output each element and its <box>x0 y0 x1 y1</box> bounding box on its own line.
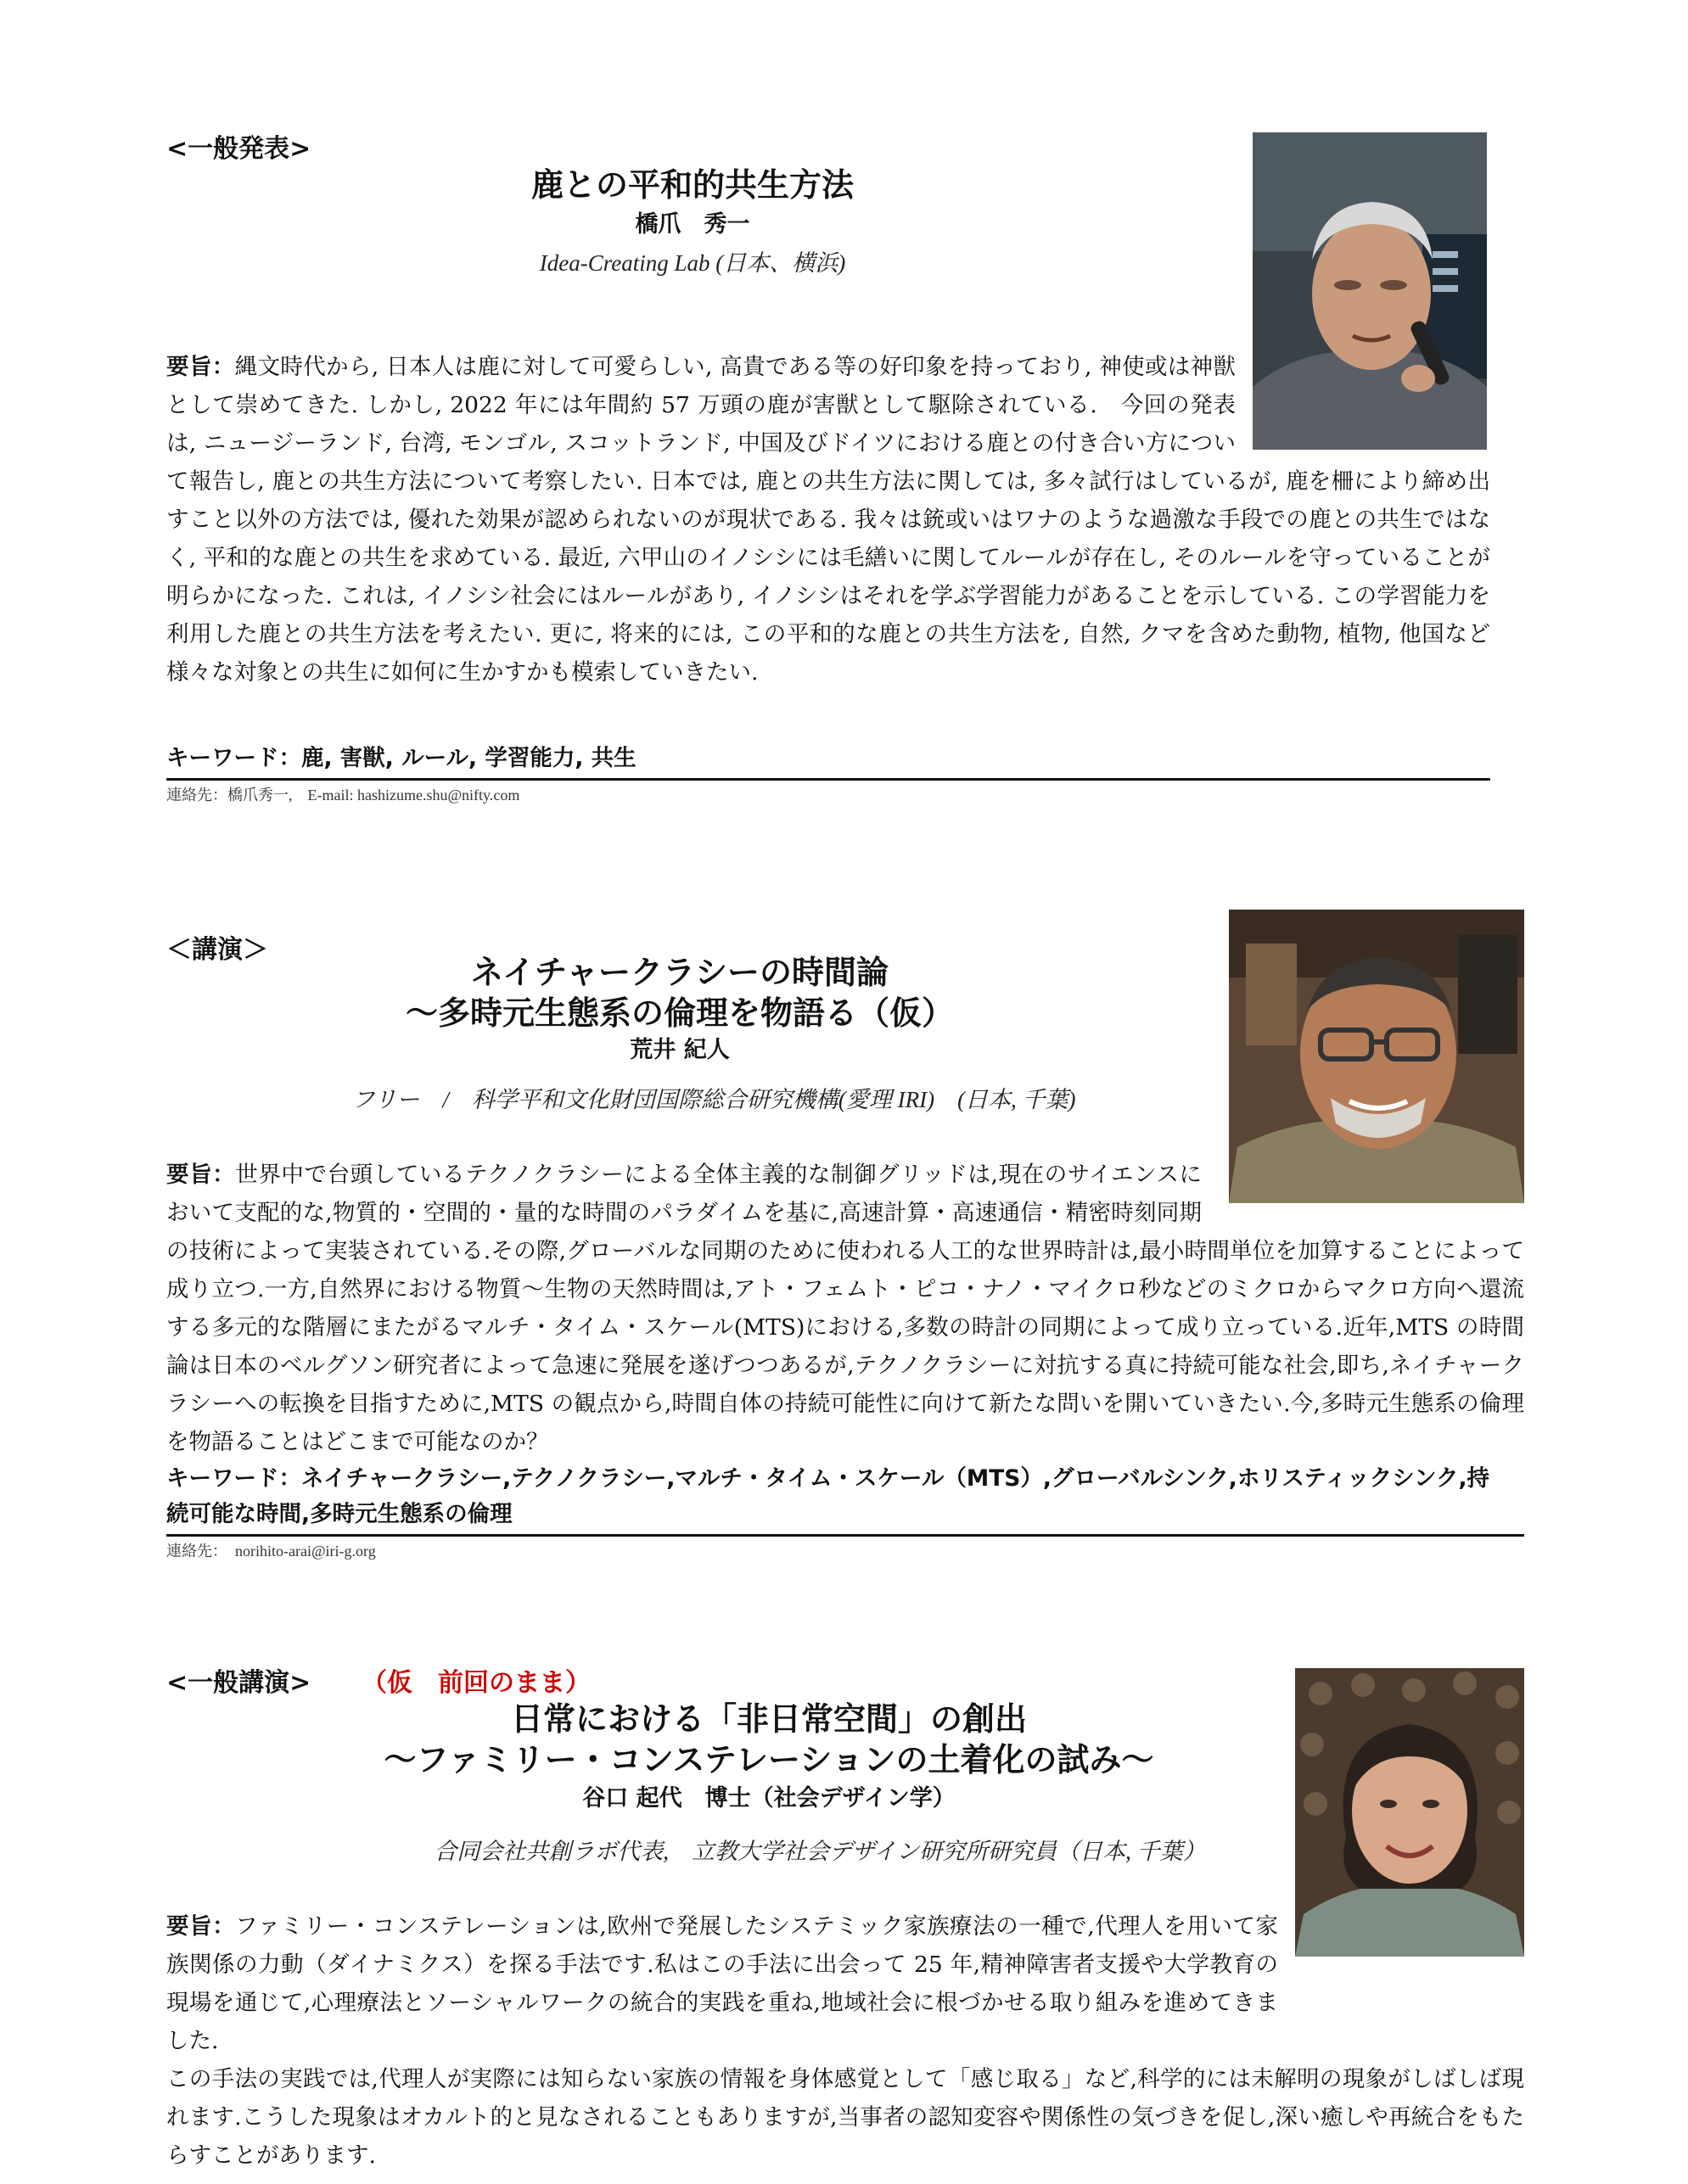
talk-title-line-2: ～ファミリー・コンステレーションの土着化の試み～ <box>384 1741 1154 1778</box>
abstract-lead: 要旨： <box>166 1162 236 1188</box>
contact-info: 連絡先：橋爪秀一, E-mail: hashizume.shu@nifty.com <box>166 787 520 804</box>
divider-line <box>166 1534 1524 1537</box>
abstract <box>166 348 1490 692</box>
abstract-paragraph-1: ファミリー・コンステレーションは,欧州で発展したシステミック家族療法の一種で,代理人を用いて家族関係の力動（ダイナミクス）を探る手法です.私はこの手法に出会って 25 年,精神障害者支援や大学教育の現場を通じて,心理療法とソーシャルワークの統合的実践を重ね,地域社会に根づかせる取り組みを進めてきました. <box>166 1913 1279 2054</box>
title-block <box>166 165 1219 282</box>
category-label: <一般発表> <box>166 134 311 164</box>
talk-title-line-1: 日常における「非日常空間」の創出 <box>510 1700 1027 1738</box>
contact-info: 連絡先： norihito-arai@iri-g.org <box>166 1543 376 1560</box>
title-block <box>166 1699 1371 1870</box>
keywords: キーワード：ネイチャークラシー,テクノクラシー,マルチ・タイム・スケール（MTS）,グローバルシンク,ホリスティックシンク,持続可能な時間,多時元生態系の倫理 <box>166 1465 1490 1527</box>
presentation-3 <box>166 1661 1524 2170</box>
divider-line <box>166 778 1490 781</box>
abstract-body: 世界中で台頭しているテクノクラシーによる全体主義的な制御グリッドは,現在のサイエンスにおいて支配的な,物質的・空間的・量的な時間のパラダイムを基に,高速計算・高速通信・精密時刻同期の技術によって実装されている.その際,グローバルな同期のために使われる人工的な世界時計は,最小時間単位を加算することによって成り立つ.一方,自然界における物質～生物の天然時間は,アト・フェムト・ピコ・ナノ・マイクロ秒などのミクロからマクロ方向へ還流する多元的な階層にまたがるマルチ・タイム・スケール(MTS)における,多数の時計の同期によって成り立っている.近年,MTS の時間論は日本のベルグソン研究者によって急速に発展を遂げつつあるが,テクノクラシーに対抗する真に持続可能な社会,即ち,ネイチャークラシーへの転換を目指すために,MTS の観点から,時間自体の持続可能性に向けて新たな問いを開いていきたい.今,多時元生態系の倫理を物語ることはどこまで可能なのか？ <box>166 1162 1524 1455</box>
author-name: 荒井 紀人 <box>630 1037 730 1063</box>
presentation-1 <box>166 127 1524 806</box>
author-name: 谷口 起代 博士（社会デザイン学） <box>582 1785 956 1812</box>
category-label: ＜講演＞ <box>166 935 268 965</box>
photo-wrap-spacer <box>1278 1907 1524 2022</box>
abstract-lead: 要旨： <box>166 1913 236 1940</box>
abstract <box>166 1156 1524 1461</box>
abstract-paragraph-2: この手法の実践では,代理人が実際には知らない家族の情報を身体感覚として「感じ取る」など,科学的には未解明の現象がしばしば現れます.こうした現象はオカルト的と見なされることもありますが,当事者の認知変容や関係性の気づきを促し,深い癒しや再統合をもたらすことがあります. <box>166 2066 1524 2169</box>
title-block <box>166 952 1193 1118</box>
affiliation: Idea-Creating Lab (日本、横浜) <box>539 250 846 276</box>
photo-wrap-spacer <box>1236 348 1490 462</box>
presentation-2 <box>166 910 1524 1560</box>
draft-note: （仮 前回のまま） <box>362 1668 591 1698</box>
photo-wrap-spacer <box>1202 1156 1524 1232</box>
category-label: <一般講演> <box>166 1668 311 1698</box>
affiliation: 合同会社共創ラボ代表, 立教大学社会デザイン研究所研究員（日本, 千葉） <box>434 1839 1206 1864</box>
abstract-lead: 要旨： <box>166 354 235 380</box>
affiliation: フリー / 科学平和文化財団国際総合研究機構(愛理 IRI) (日本, 千葉) <box>351 1087 1076 1112</box>
talk-title: 鹿との平和的共生方法 <box>530 166 854 204</box>
abstract-body: 縄文時代から, 日本人は鹿に対して可愛らしい, 高貴である等の好印象を持っており, 神使或は神獣として崇めてきた. しかし, 2022 年には年間約 57 万頭の鹿が害獣として駆除されている. 今回の発表は, ニュージーランド, 台湾, モンゴル, スコットランド, 中国及びドイツにおける鹿との付き合い方について報告し, 鹿との共生方法について考察したい. 日本では, 鹿との共生方法に関しては, 多々試行はしているが, 鹿を柵により締め出すこと以外の方法では, 優れた効果が認められないのが現状である. 我々は銃或いはワナのような過激な手段での鹿との共生ではなく, 平和的な鹿との共生を求めている. 最近, 六甲山のイノシシには毛繕いに関してルールが存在し, そのルールを守っていることが明らかになった. これは, イノシシ社会にはルールがあり, イノシシはそれを学ぶ学習能力があることを示している. この学習能力を利用した鹿との共生方法を考えたい. 更に, 将来的には, この平和的な鹿との共生方法を, 自然, クマを含めた動物, 植物, 他国など様々な対象との共生に如何に生かすかも模索していきたい. <box>166 354 1490 686</box>
talk-title-line-1: ネイチャークラシーの時間論 <box>470 954 889 991</box>
talk-title-line-2: ～多時元生態系の倫理を物語る（仮） <box>405 994 954 1032</box>
abstract <box>166 1907 1524 2175</box>
author-name: 橋爪 秀一 <box>635 211 750 238</box>
keywords: キーワード：鹿, 害獣, ルール, 学習能力, 共生 <box>166 745 637 771</box>
